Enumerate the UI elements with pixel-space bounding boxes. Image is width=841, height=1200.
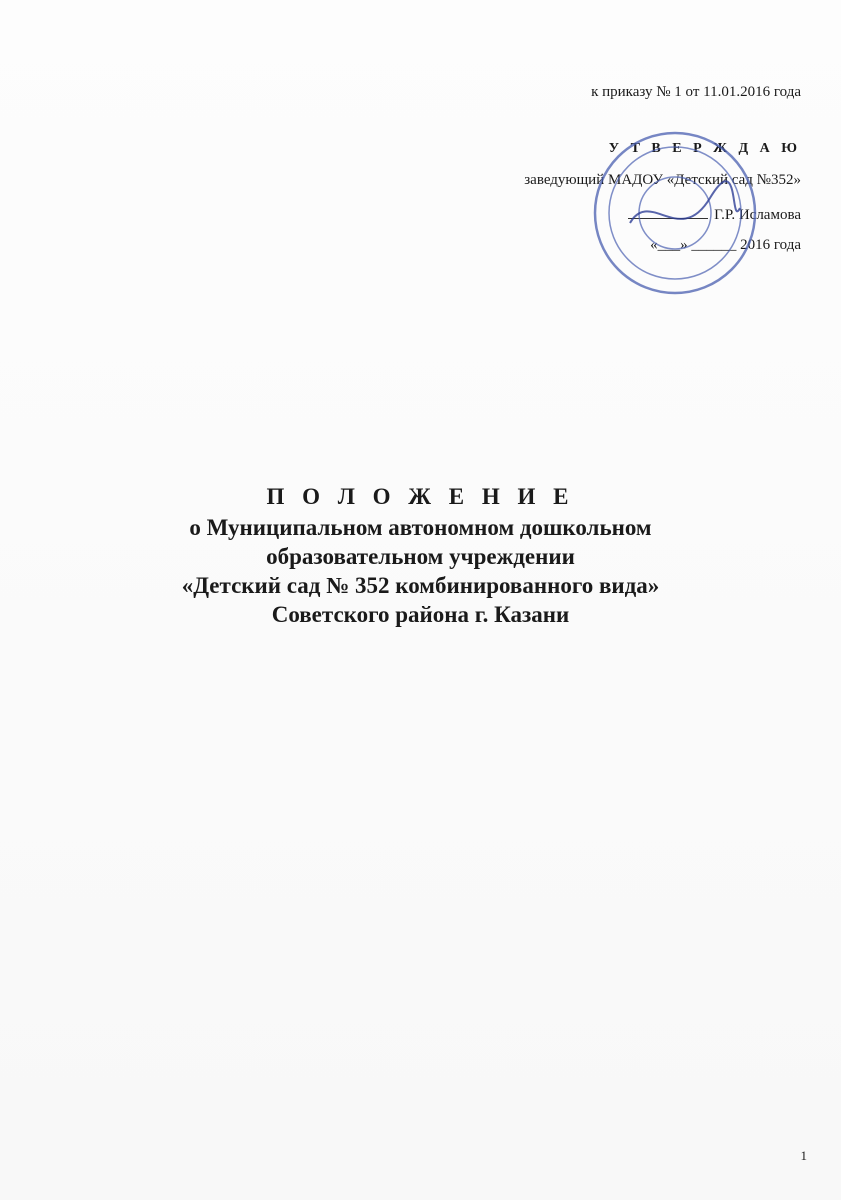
approval-date: «___» ______ 2016 года: [650, 237, 801, 253]
document-title: [0, 482, 841, 629]
approval-heading: У Т В Е Р Ж Д А Ю: [608, 141, 801, 156]
title-main: П О Л О Ж Е Н И Е: [266, 484, 575, 509]
head-title: заведующий МАДОУ «Детский сад №352»: [524, 172, 801, 188]
signatory-name: Г.Р. Исламова: [714, 207, 801, 223]
title-line-2: образовательном учреждении: [266, 544, 575, 569]
title-line-1: о Муниципальном автономном дошкольном: [189, 515, 652, 540]
handwritten-signature: [630, 181, 740, 223]
title-line-4: Советского района г. Казани: [271, 602, 570, 627]
order-reference: к приказу № 1 от 11.01.2016 года: [591, 84, 801, 100]
official-stamp: [590, 128, 760, 298]
page-number: 1: [800, 1148, 807, 1163]
title-line-3: «Детский сад № 352 комбинированного вида»: [181, 573, 660, 598]
